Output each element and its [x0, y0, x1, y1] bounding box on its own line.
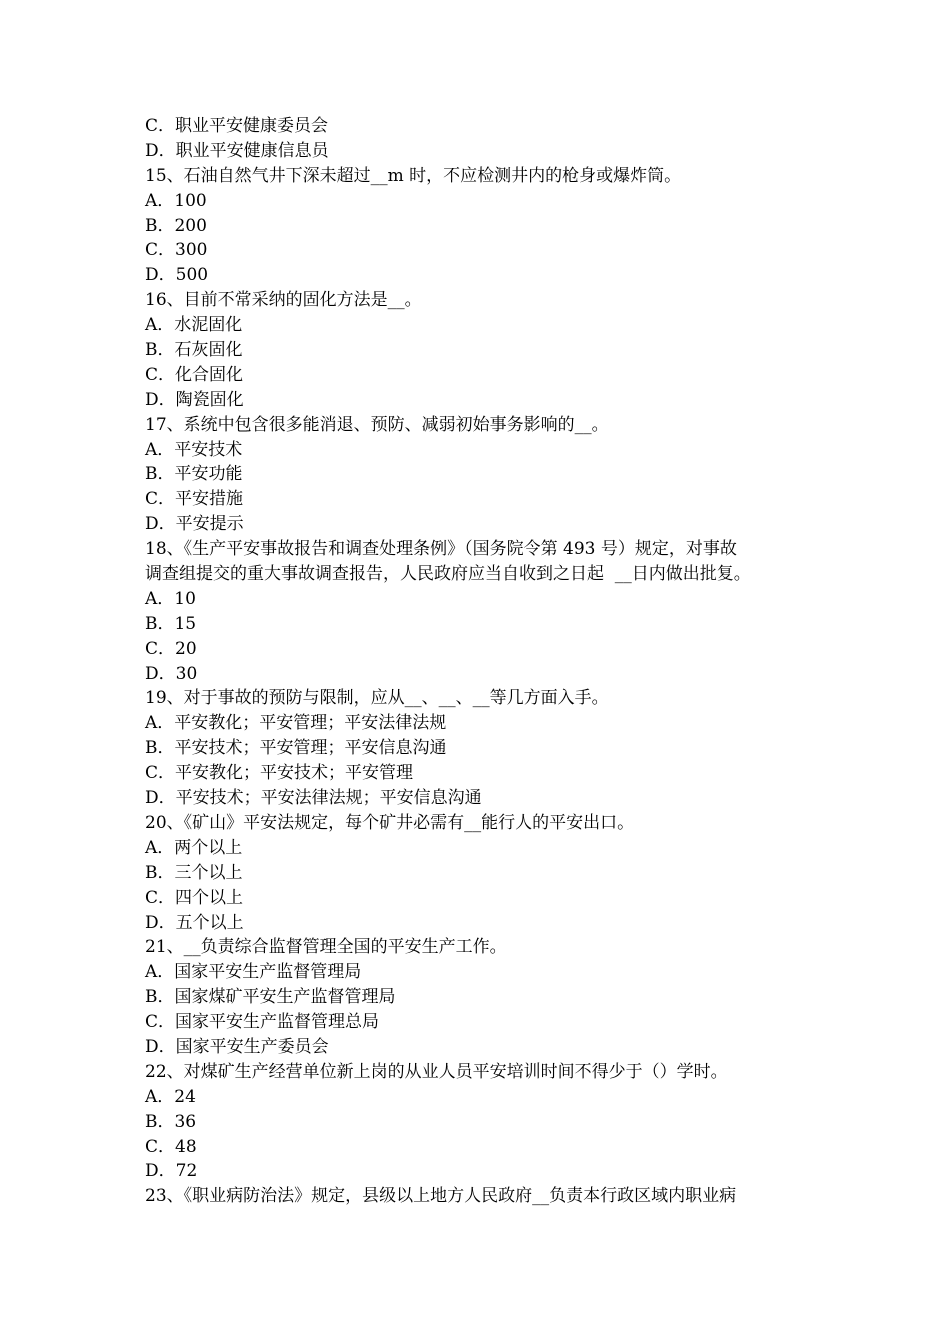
option-line: B．200	[145, 215, 207, 236]
question-21: 21、__负责综合监督管理全国的平安生产工作。	[145, 937, 507, 958]
option-line: A．国家平安生产监督管理局	[145, 962, 362, 983]
option-line: B．15	[145, 613, 197, 634]
option-line: C．48	[145, 1136, 197, 1157]
question-16: 16、目前不常采纳的固化方法是__。	[145, 290, 422, 311]
option-line: A．平安教化；平安管理；平安法律法规	[145, 713, 447, 734]
option-line: B．三个以上	[145, 862, 243, 883]
option-line: D．平安提示	[145, 514, 244, 535]
option-line: A．100	[145, 190, 207, 211]
option-line: B．平安功能	[145, 464, 243, 485]
question-18-cont: 调查组提交的重大事故调查报告，人民政府应当自收到之日起 __日内做出批复。	[145, 564, 751, 585]
option-line: C．国家平安生产监督管理总局	[145, 1012, 380, 1033]
option-line: D．国家平安生产委员会	[145, 1036, 329, 1057]
option-line: B．石灰固化	[145, 340, 243, 361]
question-20: 20、《矿山》平安法规定，每个矿井必需有__能行人的平安出口。	[145, 812, 635, 833]
question-17: 17、系统中包含很多能消退、预防、减弱初始事务影响的__。	[145, 414, 609, 435]
option-line: A．两个以上	[145, 837, 243, 858]
option-line: A．平安技术	[145, 439, 243, 460]
question-15: 15、石油自然气井下深未超过__m 时，不应检测井内的枪身或爆炸筒。	[145, 165, 682, 186]
option-line: D．五个以上	[145, 912, 244, 933]
question-23: 23、《职业病防治法》规定，县级以上地方人民政府__负责本行政区域内职业病	[145, 1186, 737, 1207]
text-line: D．职业平安健康信息员	[145, 140, 329, 161]
question-18: 18、《生产平安事故报告和调查处理条例》（国务院令第 493 号）规定，对事故	[145, 539, 737, 560]
option-line: D．72	[145, 1161, 198, 1182]
option-line: D．500	[145, 265, 209, 286]
question-22: 22、对煤矿生产经营单位新上岗的从业人员平安培训时间不得少于（）学时。	[145, 1061, 728, 1082]
option-line: C．平安措施	[145, 489, 244, 510]
option-line: B．国家煤矿平安生产监督管理局	[145, 987, 396, 1008]
document-body	[145, 114, 815, 1209]
question-19: 19、对于事故的预防与限制，应从__、__、__等几方面入手。	[145, 688, 609, 709]
option-line: D．平安技术；平安法律法规；平安信息沟通	[145, 788, 482, 809]
option-line: C．300	[145, 240, 208, 261]
option-line: A．10	[145, 588, 196, 609]
option-line: B．36	[145, 1111, 197, 1132]
option-line: C．20	[145, 638, 197, 659]
option-line: A．水泥固化	[145, 315, 243, 336]
option-line: C．平安教化；平安技术；平安管理	[145, 763, 414, 784]
text-line: C．职业平安健康委员会	[145, 116, 329, 136]
option-line: A．24	[145, 1086, 196, 1107]
option-line: C．四个以上	[145, 887, 244, 908]
option-line: B．平安技术；平安管理；平安信息沟通	[145, 738, 447, 759]
option-line: C．化合固化	[145, 364, 244, 385]
option-line: D．陶瓷固化	[145, 389, 244, 410]
option-line: D．30	[145, 663, 198, 684]
